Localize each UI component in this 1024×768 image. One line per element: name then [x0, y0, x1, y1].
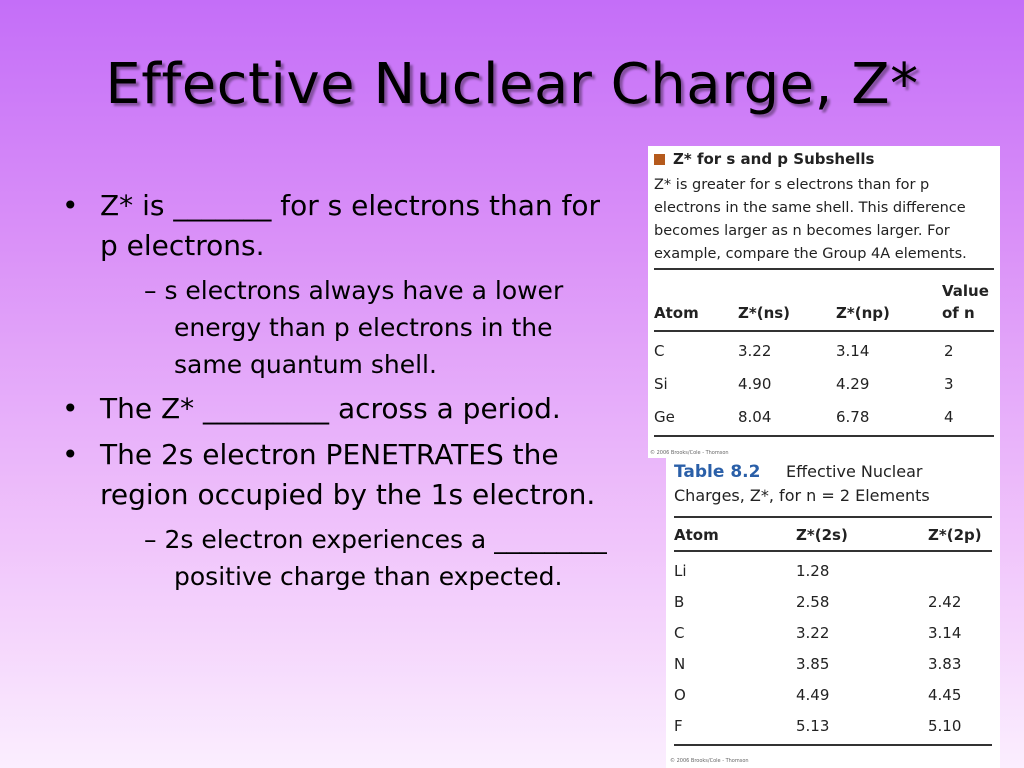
column-header: Value of n: [942, 282, 989, 322]
slide-title: Effective Nuclear Charge, Z*: [105, 52, 919, 117]
table-title: Charges, Z*, for n = 2 Elements: [674, 486, 930, 505]
table-cell: 5.13: [796, 717, 830, 735]
dash-marker: –: [144, 525, 165, 554]
table-rule: [654, 330, 994, 332]
table-rule: [674, 516, 992, 518]
bullet-text: The 2s electron PENETRATES the region occupied by the 1s electron.: [100, 438, 596, 511]
table-cell: 4.45: [928, 686, 962, 704]
bullet-text: The Z* _________ across a period.: [100, 392, 561, 425]
sub-bullet-text: 2s electron experiences a _________ positive charge than expected.: [164, 525, 607, 591]
subshell-figure: [648, 146, 1000, 458]
bullet-dot: •: [62, 189, 79, 222]
table-cell: Ge: [654, 408, 675, 426]
table-cell: 3.22: [738, 342, 772, 360]
table-cell: C: [674, 624, 685, 642]
table-cell: 3.22: [796, 624, 830, 642]
table-cell: N: [674, 655, 686, 673]
table-cell: 3.14: [836, 342, 870, 360]
column-header: Z*(np): [836, 304, 890, 322]
dash-marker: –: [144, 276, 165, 305]
table-cell: Si: [654, 375, 668, 393]
table-cell: 4: [944, 408, 954, 426]
table-cell: O: [674, 686, 686, 704]
column-header: Z*(2s): [796, 526, 848, 544]
sub-bullet-item: [62, 521, 622, 595]
heading-square-icon: [654, 154, 665, 165]
column-header: Z*(2p): [928, 526, 982, 544]
table-cell: 3.83: [928, 655, 962, 673]
column-header: Atom: [674, 526, 719, 544]
table-cell: 3.14: [928, 624, 962, 642]
sub-bullet-text: s electrons always have a lower energy than p electrons in the same quantum shell.: [164, 276, 564, 379]
table-cell: C: [654, 342, 665, 360]
table-cell: 3.85: [796, 655, 830, 673]
column-header: Atom: [654, 304, 699, 322]
table-rule: [674, 744, 992, 746]
bullet-text: Z* is _______ for s electrons than for p electrons.: [100, 189, 601, 262]
table-title: Effective Nuclear: [786, 462, 923, 481]
table-rule: [674, 550, 992, 552]
copyright-credit: © 2006 Brooks/Cole - Thomson: [650, 450, 729, 456]
table-cell: F: [674, 717, 683, 735]
table-cell: 2: [944, 342, 954, 360]
bullet-item: [62, 435, 622, 515]
table-cell: 2.58: [796, 593, 830, 611]
table-cell: Li: [674, 562, 687, 580]
copyright-credit: © 2006 Brooks/Cole - Thomson: [670, 758, 749, 764]
table-8-2-figure: [666, 458, 1000, 768]
table-cell: 8.04: [738, 408, 772, 426]
table-cell: 2.42: [928, 593, 962, 611]
table-cell: 5.10: [928, 717, 962, 735]
table-cell: 1.28: [796, 562, 830, 580]
bullet-dot: •: [62, 392, 79, 425]
table-cell: 6.78: [836, 408, 870, 426]
subshell-heading: Z* for s and p Subshells: [654, 150, 874, 168]
column-header: Z*(ns): [738, 304, 791, 322]
table-cell: B: [674, 593, 685, 611]
table-number: Table 8.2: [674, 462, 761, 482]
subshell-description: Z* is greater for s electrons than for p electrons in the same shell. This difference becomes larger as n becomes larger. For example, compare the Group 4A elements.: [654, 177, 967, 262]
sub-bullet-item: [62, 272, 622, 383]
table-cell: 4.90: [738, 375, 772, 393]
table-cell: 4.49: [796, 686, 830, 704]
bullet-dot: •: [62, 438, 79, 471]
table-cell: 3: [944, 375, 954, 393]
table-rule: [654, 268, 994, 270]
bullet-item: [62, 186, 622, 266]
bullet-list: [62, 186, 622, 601]
table-cell: 4.29: [836, 375, 870, 393]
bullet-item: [62, 389, 622, 429]
table-rule: [654, 435, 994, 437]
